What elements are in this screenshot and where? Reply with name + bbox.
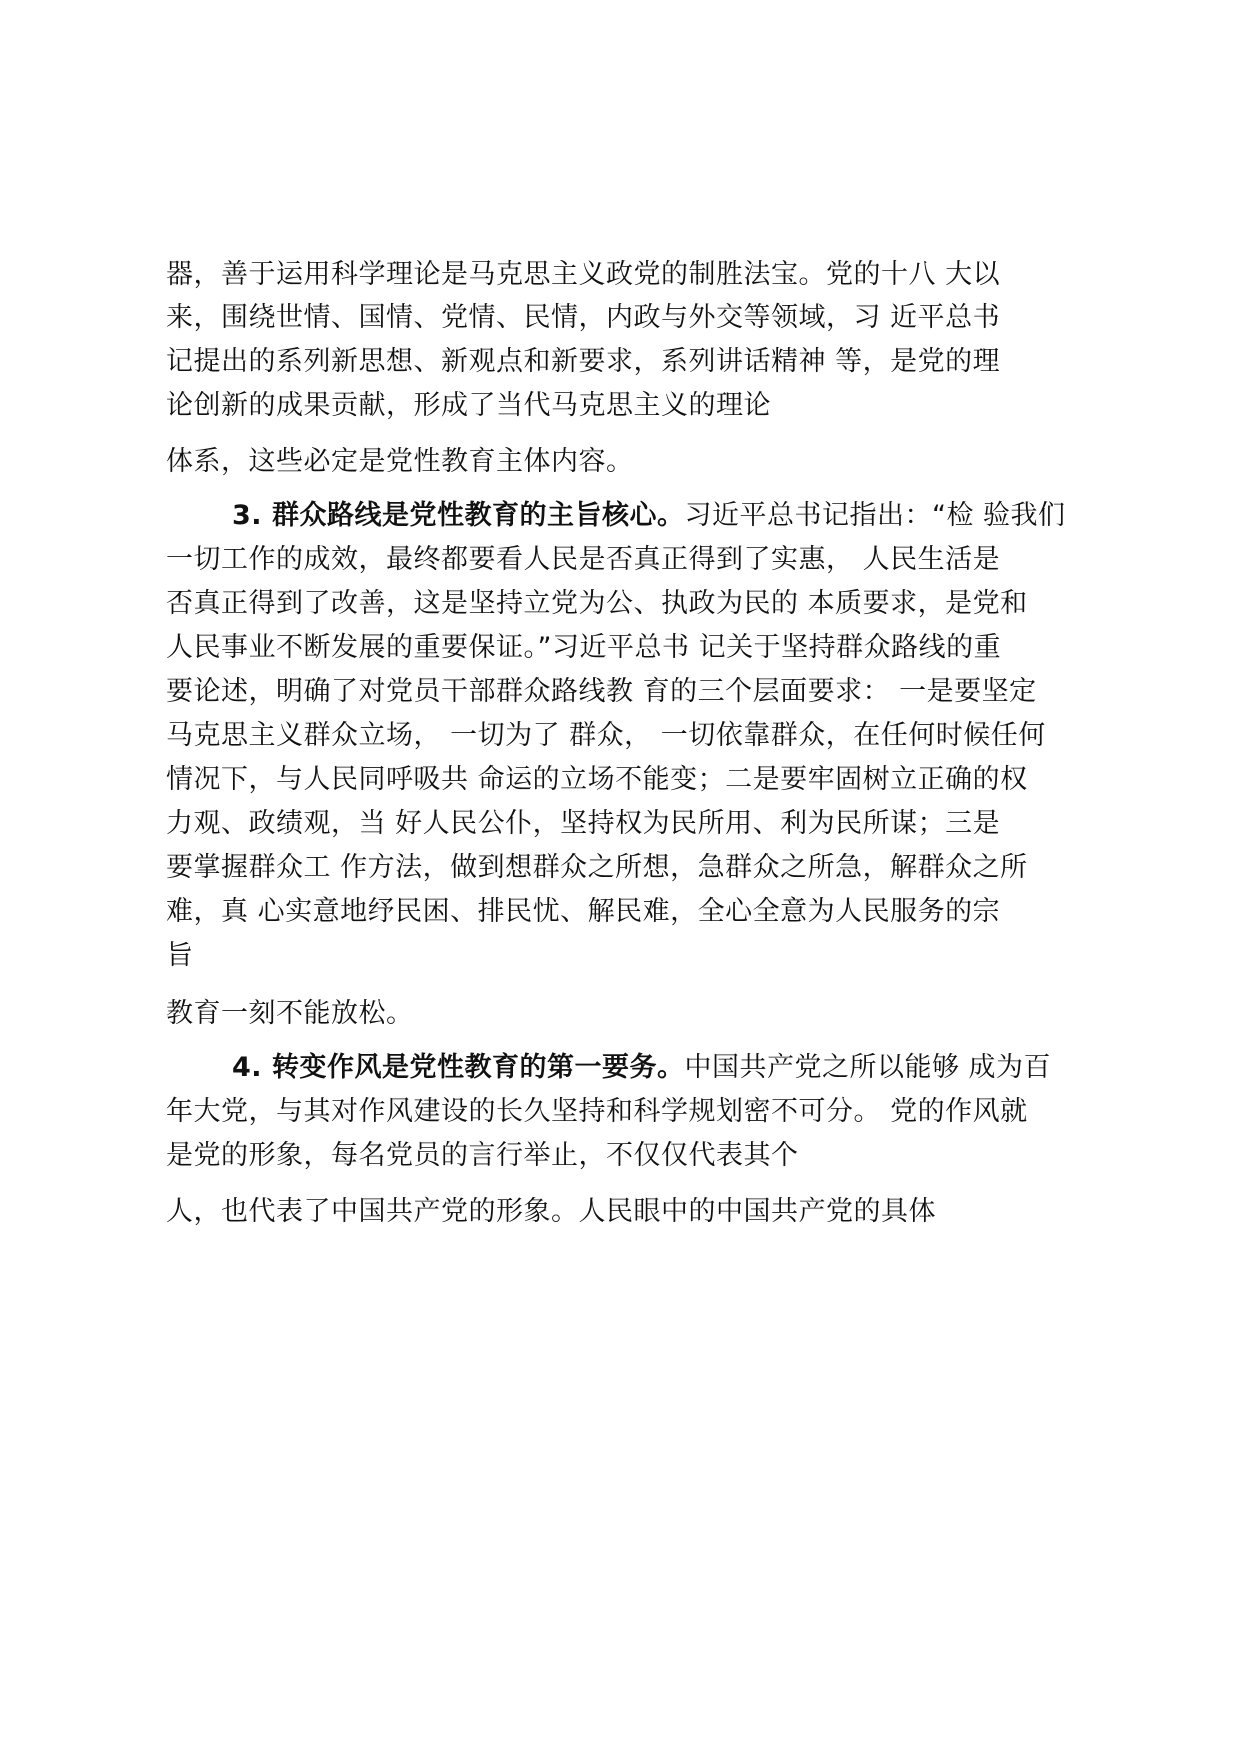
text-line: 论创新的成果贡献，形成了当代马克思主义的理论 — [166, 390, 771, 421]
text-line: 要掌握群众工 作方法，做到想群众之所想，急群众之所急，解群众之所 — [166, 852, 1028, 883]
text-line: 力观、政绩观，当 好人民公仆，坚持权为民所用、利为民所谋；三是 — [166, 808, 1001, 839]
text-line: 要论述，明确了对党员干部群众路线教 育的三个层面要求： 一是要坚定 — [166, 676, 1037, 707]
text-line: 旨 — [166, 940, 194, 971]
text-line: 否真正得到了改善，这是坚持立党为公、执政为民的 本质要求，是党和 — [166, 588, 1028, 619]
section-heading: 4. 转变作风是党性教育的第一要务。 — [232, 1052, 685, 1083]
text-line: 人，也代表了中国共产党的形象。人民眼中的中国共产党的具体 — [166, 1196, 936, 1227]
text-line: 记提出的系列新思想、新观点和新要求，系列讲话精神 等，是党的理 — [166, 346, 1001, 377]
section-first-line — [232, 1048, 1051, 1088]
text-line: 年大党，与其对作风建设的长久坚持和科学规划密不可分。 党的作风就 — [166, 1096, 1028, 1127]
text-line: 马克思主义群众立场， 一切为了 群众， 一切依靠群众，在任何时候任何 — [166, 720, 1046, 751]
text-line: 来，围绕世情、国情、党情、民情，内政与外交等领域，习 近平总书 — [166, 302, 1001, 333]
section-heading: 3. 群众路线是党性教育的主旨核心。 — [232, 500, 685, 531]
text-line: 难，真 心实意地纾民困、排民忧、解民难，全心全意为人民服务的宗 — [166, 896, 1001, 927]
section-first-line — [232, 496, 1066, 536]
section-first-line-text: 中国共产党之所以能够 成为百 — [684, 1052, 1052, 1083]
text-line: 情况下，与人民同呼吸共 命运的立场不能变；二是要牢固树立正确的权 — [166, 764, 1028, 795]
text-line: 是党的形象，每名党员的言行举止，不仅仅代表其个 — [166, 1140, 799, 1171]
section-first-line-text: 习近平总书记指出：“检 验我们 — [684, 500, 1066, 531]
text-line: 器，善于运用科学理论是马克思主义政党的制胜法宝。党的十八 大以 — [166, 259, 1001, 290]
text-line: 教育一刻不能放松。 — [166, 998, 414, 1029]
text-line: 一切工作的成效，最终都要看人民是否真正得到了实惠， 人民生活是 — [166, 544, 1001, 575]
text-line: 体系，这些必定是党性教育主体内容。 — [166, 446, 634, 477]
text-line: 人民事业不断发展的重要保证。”习近平总书 记关于坚持群众路线的重 — [166, 632, 1002, 663]
